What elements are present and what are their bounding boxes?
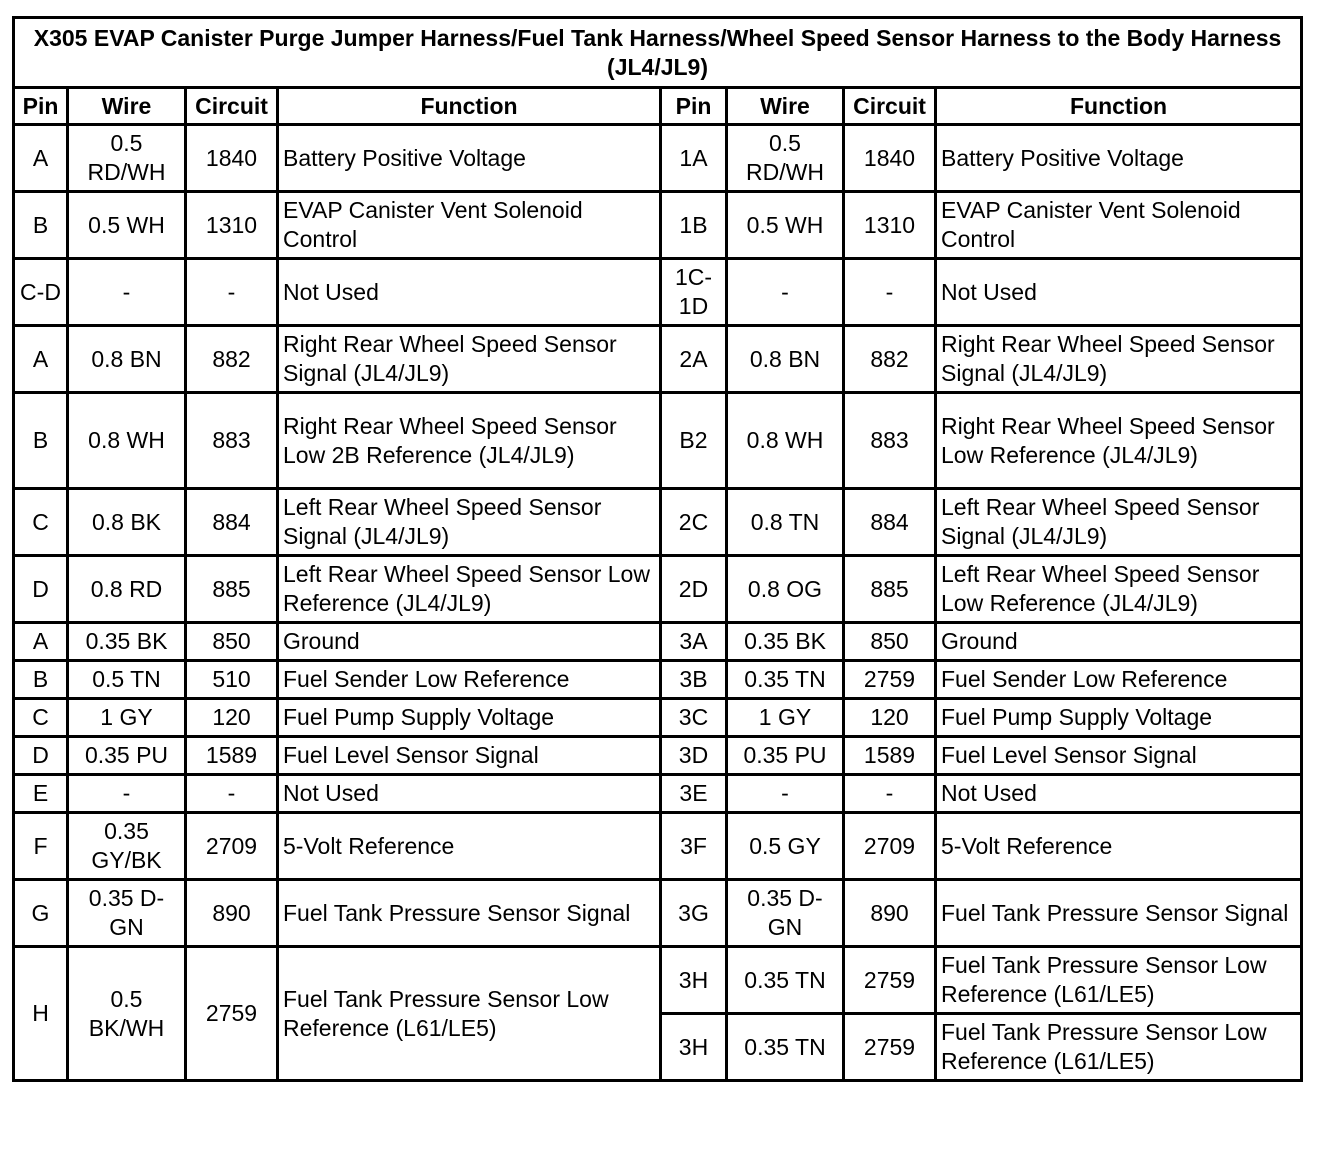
right-function-cell: Left Rear Wheel Speed Sensor Low Reference (JL4/JL9) bbox=[936, 556, 1302, 623]
left-pin-cell: B bbox=[14, 393, 68, 489]
table-title: X305 EVAP Canister Purge Jumper Harness/Fuel Tank Harness/Wheel Speed Sensor Harness to the Body Harness (JL4/JL9) bbox=[14, 18, 1302, 88]
left-pin-cell: E bbox=[14, 775, 68, 813]
left-pin-cell: A bbox=[14, 326, 68, 393]
right-wire-cell: 0.8 WH bbox=[727, 393, 844, 489]
header-circuit-left: Circuit bbox=[186, 88, 278, 125]
right-pin-cell: 3C bbox=[661, 699, 727, 737]
left-function-cell: Ground bbox=[278, 623, 661, 661]
right-pin-cell: 2D bbox=[661, 556, 727, 623]
right-circuit-cell: - bbox=[844, 775, 936, 813]
right-wire-cell: 0.35 TN bbox=[727, 1014, 844, 1081]
right-wire-cell: 0.5 GY bbox=[727, 813, 844, 880]
table-row bbox=[14, 737, 1302, 775]
left-pin-cell: A bbox=[14, 125, 68, 192]
left-pin-cell: F bbox=[14, 813, 68, 880]
right-circuit-cell: 890 bbox=[844, 880, 936, 947]
right-wire-cell: - bbox=[727, 259, 844, 326]
right-pin-cell: 2C bbox=[661, 489, 727, 556]
right-function-cell: Battery Positive Voltage bbox=[936, 125, 1302, 192]
left-wire-cell: 0.8 WH bbox=[68, 393, 186, 489]
right-circuit-cell: - bbox=[844, 259, 936, 326]
table-row bbox=[14, 813, 1302, 880]
table-row bbox=[14, 623, 1302, 661]
right-function-cell: Fuel Tank Pressure Sensor Low Reference (L61/LE5) bbox=[936, 1014, 1302, 1081]
right-wire-cell: 0.35 BK bbox=[727, 623, 844, 661]
left-wire-cell: 0.35 PU bbox=[68, 737, 186, 775]
table-row bbox=[14, 393, 1302, 489]
left-pin-cell: C bbox=[14, 699, 68, 737]
left-pin-cell: G bbox=[14, 880, 68, 947]
left-circuit-cell: 510 bbox=[186, 661, 278, 699]
left-circuit-cell: - bbox=[186, 259, 278, 326]
left-circuit-cell: 120 bbox=[186, 699, 278, 737]
left-function-cell: Battery Positive Voltage bbox=[278, 125, 661, 192]
right-function-cell: Right Rear Wheel Speed Sensor Signal (JL4/JL9) bbox=[936, 326, 1302, 393]
table-row bbox=[14, 326, 1302, 393]
right-function-cell: Fuel Sender Low Reference bbox=[936, 661, 1302, 699]
right-circuit-cell: 1310 bbox=[844, 192, 936, 259]
left-circuit-cell: 2759 bbox=[186, 947, 278, 1081]
right-function-cell: Not Used bbox=[936, 775, 1302, 813]
table-row bbox=[14, 947, 1302, 1014]
header-pin-left: Pin bbox=[14, 88, 68, 125]
left-wire-cell: 0.35 GY/BK bbox=[68, 813, 186, 880]
left-function-cell: Left Rear Wheel Speed Sensor Low Reference (JL4/JL9) bbox=[278, 556, 661, 623]
right-function-cell: Fuel Tank Pressure Sensor Low Reference (L61/LE5) bbox=[936, 947, 1302, 1014]
left-function-cell: Fuel Level Sensor Signal bbox=[278, 737, 661, 775]
right-function-cell: Fuel Tank Pressure Sensor Signal bbox=[936, 880, 1302, 947]
right-circuit-cell: 1589 bbox=[844, 737, 936, 775]
right-wire-cell: 0.35 PU bbox=[727, 737, 844, 775]
right-function-cell: Right Rear Wheel Speed Sensor Low Reference (JL4/JL9) bbox=[936, 393, 1302, 489]
right-wire-cell: 0.5 WH bbox=[727, 192, 844, 259]
right-circuit-cell: 850 bbox=[844, 623, 936, 661]
left-pin-cell: D bbox=[14, 556, 68, 623]
left-wire-cell: 0.8 BK bbox=[68, 489, 186, 556]
right-pin-cell: 3B bbox=[661, 661, 727, 699]
left-circuit-cell: 882 bbox=[186, 326, 278, 393]
right-wire-cell: 0.35 D-GN bbox=[727, 880, 844, 947]
right-wire-cell: - bbox=[727, 775, 844, 813]
header-row bbox=[14, 88, 1302, 125]
right-wire-cell: 0.8 TN bbox=[727, 489, 844, 556]
table-row bbox=[14, 489, 1302, 556]
left-wire-cell: 0.8 RD bbox=[68, 556, 186, 623]
left-wire-cell: 0.5 WH bbox=[68, 192, 186, 259]
left-circuit-cell: - bbox=[186, 775, 278, 813]
right-wire-cell: 1 GY bbox=[727, 699, 844, 737]
left-circuit-cell: 1589 bbox=[186, 737, 278, 775]
right-function-cell: Fuel Level Sensor Signal bbox=[936, 737, 1302, 775]
left-wire-cell: - bbox=[68, 259, 186, 326]
right-circuit-cell: 885 bbox=[844, 556, 936, 623]
header-function-left: Function bbox=[278, 88, 661, 125]
table-row bbox=[14, 880, 1302, 947]
left-wire-cell: - bbox=[68, 775, 186, 813]
left-function-cell: Left Rear Wheel Speed Sensor Signal (JL4/JL9) bbox=[278, 489, 661, 556]
left-function-cell: Fuel Pump Supply Voltage bbox=[278, 699, 661, 737]
header-wire-right: Wire bbox=[727, 88, 844, 125]
right-wire-cell: 0.8 OG bbox=[727, 556, 844, 623]
right-circuit-cell: 1840 bbox=[844, 125, 936, 192]
right-circuit-cell: 2709 bbox=[844, 813, 936, 880]
right-circuit-cell: 883 bbox=[844, 393, 936, 489]
left-pin-cell: D bbox=[14, 737, 68, 775]
left-circuit-cell: 1310 bbox=[186, 192, 278, 259]
left-wire-cell: 0.35 BK bbox=[68, 623, 186, 661]
right-pin-cell: 1B bbox=[661, 192, 727, 259]
left-circuit-cell: 885 bbox=[186, 556, 278, 623]
right-wire-cell: 0.5 RD/WH bbox=[727, 125, 844, 192]
left-wire-cell: 0.8 BN bbox=[68, 326, 186, 393]
header-circuit-right: Circuit bbox=[844, 88, 936, 125]
left-circuit-cell: 884 bbox=[186, 489, 278, 556]
left-function-cell: Right Rear Wheel Speed Sensor Signal (JL4/JL9) bbox=[278, 326, 661, 393]
left-circuit-cell: 1840 bbox=[186, 125, 278, 192]
right-function-cell: Ground bbox=[936, 623, 1302, 661]
left-pin-cell: B bbox=[14, 192, 68, 259]
table-row bbox=[14, 661, 1302, 699]
table-row bbox=[14, 192, 1302, 259]
right-pin-cell: B2 bbox=[661, 393, 727, 489]
table-row bbox=[14, 556, 1302, 623]
left-pin-cell: C-D bbox=[14, 259, 68, 326]
right-pin-cell: 3D bbox=[661, 737, 727, 775]
right-wire-cell: 0.35 TN bbox=[727, 947, 844, 1014]
right-pin-cell: 3A bbox=[661, 623, 727, 661]
left-function-cell: 5-Volt Reference bbox=[278, 813, 661, 880]
left-wire-cell: 0.5 TN bbox=[68, 661, 186, 699]
table-row bbox=[14, 125, 1302, 192]
left-pin-cell: H bbox=[14, 947, 68, 1081]
left-circuit-cell: 883 bbox=[186, 393, 278, 489]
left-circuit-cell: 2709 bbox=[186, 813, 278, 880]
table-row bbox=[14, 699, 1302, 737]
right-function-cell: Fuel Pump Supply Voltage bbox=[936, 699, 1302, 737]
left-pin-cell: B bbox=[14, 661, 68, 699]
header-pin-right: Pin bbox=[661, 88, 727, 125]
left-function-cell: Right Rear Wheel Speed Sensor Low 2B Reference (JL4/JL9) bbox=[278, 393, 661, 489]
right-function-cell: 5-Volt Reference bbox=[936, 813, 1302, 880]
left-circuit-cell: 850 bbox=[186, 623, 278, 661]
right-pin-cell: 3F bbox=[661, 813, 727, 880]
left-function-cell: EVAP Canister Vent Solenoid Control bbox=[278, 192, 661, 259]
left-wire-cell: 0.35 D-GN bbox=[68, 880, 186, 947]
table-row bbox=[14, 259, 1302, 326]
left-pin-cell: C bbox=[14, 489, 68, 556]
left-function-cell: Not Used bbox=[278, 259, 661, 326]
right-wire-cell: 0.8 BN bbox=[727, 326, 844, 393]
right-circuit-cell: 120 bbox=[844, 699, 936, 737]
right-circuit-cell: 884 bbox=[844, 489, 936, 556]
left-function-cell: Fuel Tank Pressure Sensor Signal bbox=[278, 880, 661, 947]
header-function-right: Function bbox=[936, 88, 1302, 125]
left-function-cell: Not Used bbox=[278, 775, 661, 813]
left-function-cell: Fuel Tank Pressure Sensor Low Reference (L61/LE5) bbox=[278, 947, 661, 1081]
right-pin-cell: 2A bbox=[661, 326, 727, 393]
right-function-cell: Not Used bbox=[936, 259, 1302, 326]
left-wire-cell: 0.5 BK/WH bbox=[68, 947, 186, 1081]
left-wire-cell: 1 GY bbox=[68, 699, 186, 737]
right-circuit-cell: 2759 bbox=[844, 947, 936, 1014]
right-circuit-cell: 2759 bbox=[844, 1014, 936, 1081]
left-pin-cell: A bbox=[14, 623, 68, 661]
connector-table bbox=[12, 16, 1303, 1082]
left-wire-cell: 0.5 RD/WH bbox=[68, 125, 186, 192]
header-wire-left: Wire bbox=[68, 88, 186, 125]
table-row bbox=[14, 775, 1302, 813]
right-pin-cell: 3G bbox=[661, 880, 727, 947]
right-wire-cell: 0.35 TN bbox=[727, 661, 844, 699]
left-circuit-cell: 890 bbox=[186, 880, 278, 947]
right-pin-cell: 3E bbox=[661, 775, 727, 813]
right-circuit-cell: 2759 bbox=[844, 661, 936, 699]
right-pin-cell: 1C-1D bbox=[661, 259, 727, 326]
right-function-cell: EVAP Canister Vent Solenoid Control bbox=[936, 192, 1302, 259]
right-pin-cell: 3H bbox=[661, 947, 727, 1014]
right-pin-cell: 1A bbox=[661, 125, 727, 192]
right-circuit-cell: 882 bbox=[844, 326, 936, 393]
left-function-cell: Fuel Sender Low Reference bbox=[278, 661, 661, 699]
right-function-cell: Left Rear Wheel Speed Sensor Signal (JL4/JL9) bbox=[936, 489, 1302, 556]
right-pin-cell: 3H bbox=[661, 1014, 727, 1081]
